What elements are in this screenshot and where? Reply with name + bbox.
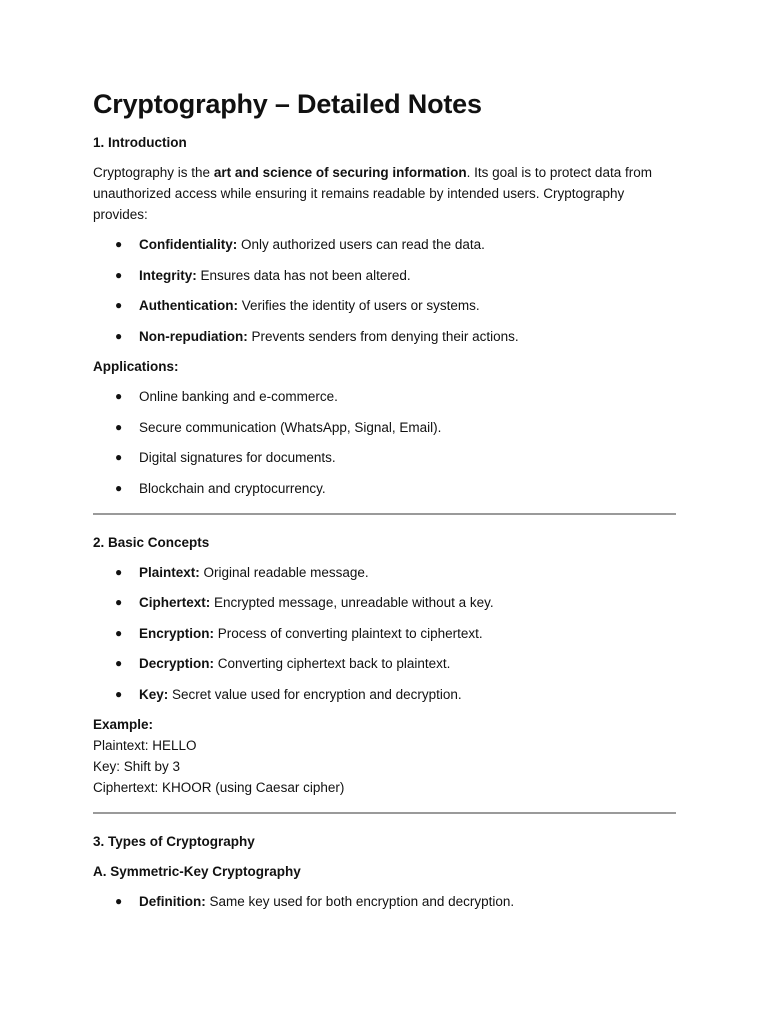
list-item	[93, 623, 676, 644]
bullet-icon: ●	[115, 389, 123, 403]
term-label: Plaintext:	[139, 564, 200, 580]
example-line: Plaintext: HELLO	[93, 738, 197, 753]
term-description: Original readable message.	[199, 564, 369, 580]
list-item	[93, 478, 676, 499]
application-text: Online banking and e-commerce.	[139, 389, 338, 404]
term-description: Ensures data has not been altered.	[196, 267, 411, 283]
term-description: Converting ciphertext back to plaintext.	[214, 656, 451, 671]
term-label: Non-repudiation:	[139, 328, 248, 344]
document-title: Cryptography – Detailed Notes	[93, 89, 482, 119]
bullet-icon: ●	[115, 298, 123, 312]
example-line: Key: Shift by 3	[93, 759, 181, 774]
intro-text-bold: art and science of securing information	[213, 165, 467, 180]
list-item	[93, 386, 676, 407]
bullet-icon: ●	[115, 237, 123, 251]
term-description: Encrypted message, unreadable without a key.	[210, 595, 494, 610]
concepts-list	[93, 562, 676, 705]
list-item	[93, 234, 676, 255]
bullet-icon: ●	[115, 419, 123, 434]
application-text: Digital signatures for documents.	[139, 450, 336, 465]
section-divider	[93, 513, 676, 515]
term-label: Definition:	[139, 894, 206, 909]
term-label: Ciphertext:	[139, 595, 211, 610]
term-description: Process of converting plaintext to ciphertext.	[214, 625, 483, 641]
applications-label: Applications:	[93, 359, 179, 374]
subheading-symmetric: A. Symmetric-Key Cryptography	[93, 864, 301, 879]
example-line: Ciphertext: KHOOR (using Caesar cipher)	[93, 780, 345, 795]
list-item	[93, 265, 676, 286]
term-description: Verifies the identity of users or systems.	[238, 298, 480, 313]
term-label: Encryption:	[139, 625, 215, 641]
intro-text-end: . Its goal is to protect data from unauthorized access while ensuring it remains readable by intended users. Cryptography provides:	[93, 165, 652, 222]
bullet-icon: ●	[115, 564, 123, 579]
list-item	[93, 447, 676, 468]
list-item	[93, 891, 676, 912]
symmetric-list	[93, 891, 676, 912]
term-description: Prevents senders from denying their actions.	[247, 328, 519, 344]
bullet-icon: ●	[115, 267, 123, 282]
application-text: Secure communication (WhatsApp, Signal, Email).	[139, 419, 442, 435]
bullet-icon: ●	[115, 328, 123, 343]
list-item	[93, 326, 676, 347]
document-content	[93, 86, 676, 922]
introduction-paragraph	[93, 162, 676, 225]
bullet-icon: ●	[115, 894, 123, 908]
term-description: Only authorized users can read the data.	[237, 237, 485, 252]
bullet-icon: ●	[115, 625, 123, 640]
section-divider	[93, 812, 676, 814]
list-item	[93, 295, 676, 316]
bullet-icon: ●	[115, 656, 123, 670]
list-item	[93, 653, 676, 674]
example-label: Example:	[93, 717, 154, 732]
list-item	[93, 562, 676, 583]
section-heading-types: 3. Types of Cryptography	[93, 834, 255, 849]
term-label: Integrity:	[139, 267, 197, 283]
term-description: Same key used for both encryption and decryption.	[205, 894, 515, 909]
intro-text-start: Cryptography is the	[93, 165, 214, 180]
list-item	[93, 592, 676, 613]
term-description: Secret value used for encryption and decryption.	[168, 686, 462, 702]
term-label: Decryption:	[139, 656, 215, 671]
term-label: Key:	[139, 686, 169, 702]
list-item	[93, 417, 676, 438]
bullet-icon: ●	[115, 595, 123, 609]
list-item	[93, 684, 676, 705]
term-label: Authentication:	[139, 298, 238, 313]
section-heading-basic-concepts: 2. Basic Concepts	[93, 534, 210, 550]
applications-list	[93, 386, 676, 499]
provides-list	[93, 234, 676, 347]
term-label: Confidentiality:	[139, 237, 238, 252]
example-block	[93, 714, 676, 798]
application-text: Blockchain and cryptocurrency.	[139, 480, 326, 496]
bullet-icon: ●	[115, 450, 123, 464]
section-heading-introduction: 1. Introduction	[93, 135, 187, 150]
bullet-icon: ●	[115, 686, 123, 701]
bullet-icon: ●	[115, 480, 123, 495]
